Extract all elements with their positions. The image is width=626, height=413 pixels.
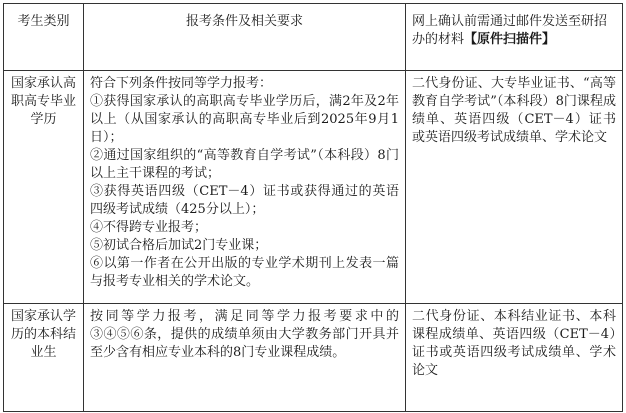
header-candidate-type: 考生类别 [4, 4, 84, 71]
table-row [4, 71, 623, 304]
requirements-cell: 按同等学力报考，满足同等学力报考要求中的③④⑤⑥条，提供的成绩单须由大学教务部门开具并至少含有相应专业本科的8门专业课程成绩。 [84, 304, 406, 412]
header-requirements: 报考条件及相关要求 [84, 4, 406, 71]
materials-cell: 二代身份证、本科结业证书、本科课程成绩单、英语四级（CET－4）证书或英语四级考试成绩单、学术论文 [406, 304, 623, 412]
requirement-item: ③获得英语四级（CET－4）证书或获得通过的英语四级考试成绩（425分以上）； [90, 184, 399, 217]
header-materials-text: 网上确认前需通过邮件发送至研招办的材料 [412, 14, 608, 47]
admission-requirements-table [3, 3, 623, 412]
requirement-item: ①获得国家承认的高职高专毕业学历后，满2年及2年以上（从国家承认的高职高专毕业后到2025年9月1日）； [90, 94, 399, 145]
requirements-cell [84, 71, 406, 304]
table-row [4, 304, 623, 412]
requirements-intro: 符合下列条件按同等学力报考： [90, 76, 273, 91]
requirement-item: ④不得跨专业报考； [90, 220, 208, 235]
header-materials-bold: 【原件扫描件】 [464, 32, 556, 47]
materials-cell: 二代身份证、大专毕业证书、“高等教育自学考试”（本科段）8门课程成绩单、英语四级（CET－4）证书或英语四级考试成绩单、学术论文 [406, 71, 623, 304]
table-header-row [4, 4, 623, 71]
category-cell: 国家承认高职高专毕业学历 [4, 71, 84, 304]
requirement-item: ⑥以第一作者在公开出版的专业学术期刊上发表一篇与报考专业相关的学术论文。 [90, 256, 399, 289]
requirement-item: ⑤初试合格后加试2门专业课； [90, 238, 268, 253]
requirement-item: ②通过国家组织的“高等教育自学考试”（本科段）8门以上主干课程的考试； [90, 148, 399, 181]
header-materials [406, 4, 623, 71]
category-cell: 国家承认学历的本科结业生 [4, 304, 84, 412]
